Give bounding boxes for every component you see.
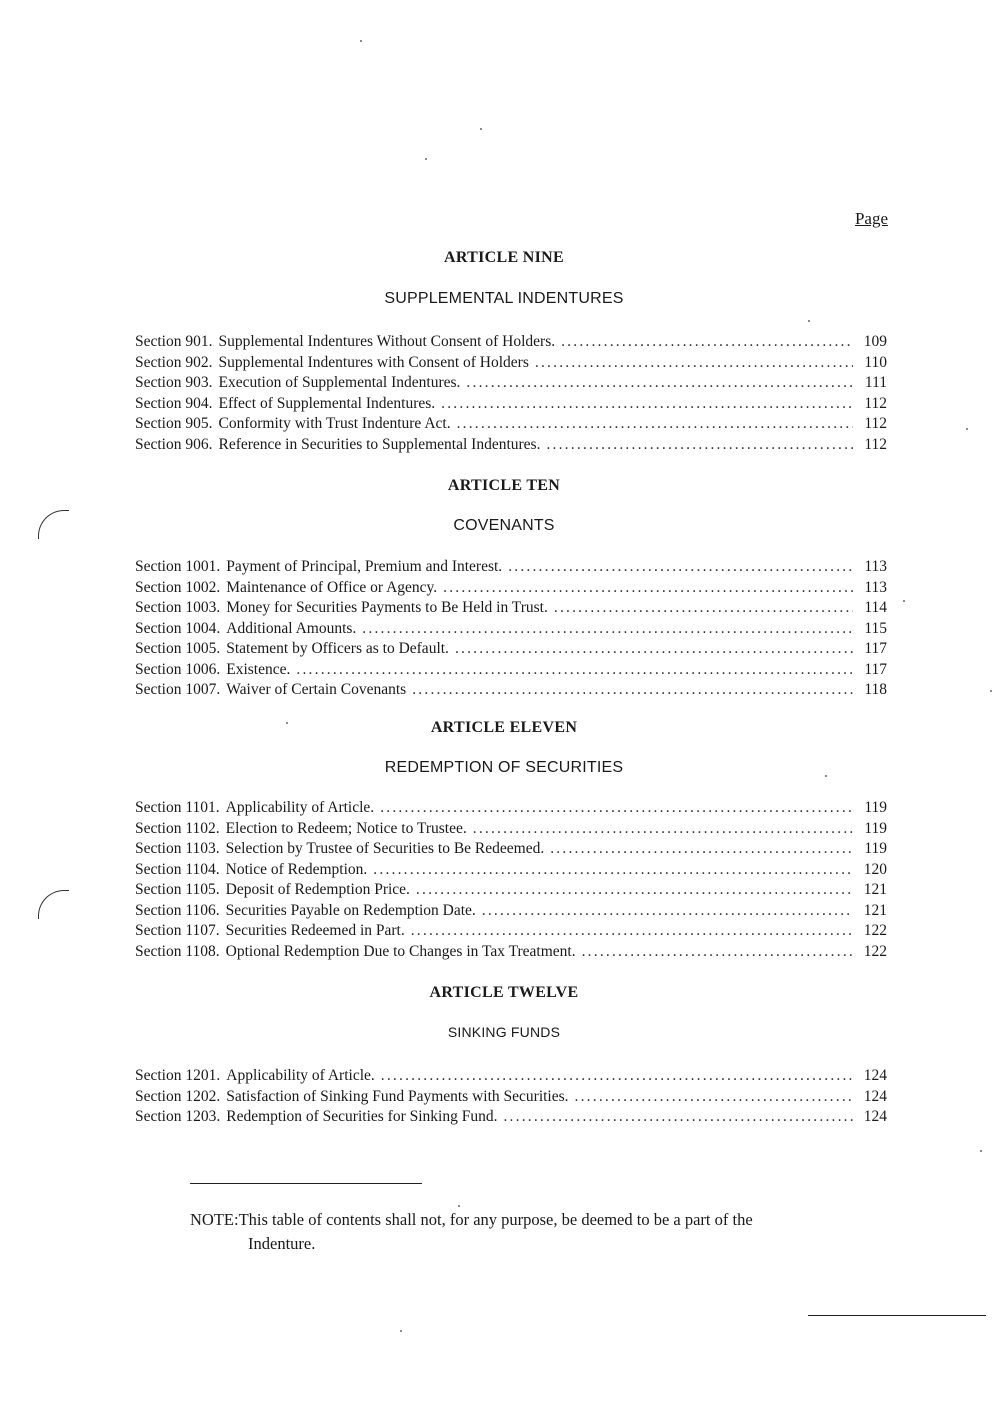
scan-speck	[825, 775, 827, 777]
section-title: Supplemental Indentures with Consent of Holders	[218, 353, 529, 371]
toc-entry	[135, 558, 887, 579]
toc-entry	[135, 599, 887, 620]
section-number: Section 1004.	[135, 619, 221, 637]
scan-speck	[360, 40, 362, 42]
page-number: 119	[864, 799, 887, 816]
page-number: 115	[864, 619, 887, 637]
toc-entry	[135, 799, 887, 820]
scan-speck	[903, 600, 905, 602]
page-column-label: Page	[854, 209, 888, 228]
section-title: Redemption of Securities for Sinking Fund.	[226, 1108, 498, 1125]
section-title: Securities Redeemed in Part.	[225, 922, 405, 939]
page-number: 112	[864, 415, 887, 432]
article-nine-sections	[135, 333, 887, 456]
section-number: Section 1202.	[135, 1087, 221, 1105]
section-title: Additional Amounts.	[226, 619, 357, 637]
section-title: Notice of Redemption.	[225, 860, 368, 878]
section-title: Effect of Supplemental Indentures.	[218, 394, 436, 412]
page-number: 121	[863, 881, 887, 898]
section-title: Selection by Trustee of Securities to Be Redeemed.	[225, 840, 545, 857]
article-twelve-title: ARTICLE TWELVE	[429, 984, 579, 1001]
section-number: Section 904.	[135, 394, 213, 412]
scan-speck	[400, 1330, 402, 1332]
toc-entry	[135, 374, 887, 395]
dot-leader	[473, 820, 853, 838]
toc-entry	[135, 354, 887, 375]
toc-entry	[135, 640, 887, 661]
toc-entry	[135, 902, 887, 923]
toc-entry	[135, 881, 887, 902]
section-number: Section 905.	[135, 415, 213, 432]
article-ten-subtitle: COVENANTS	[453, 517, 555, 534]
section-number: Section 1102.	[135, 819, 220, 837]
dot-leader	[296, 661, 853, 679]
page-number: 118	[864, 681, 887, 698]
page-number: 122	[863, 942, 887, 960]
scan-speck	[458, 1205, 460, 1207]
section-title: Securities Payable on Redemption Date.	[225, 901, 476, 919]
section-number: Section 1005.	[135, 640, 221, 657]
page-number: 110	[864, 353, 887, 371]
dot-leader	[546, 436, 853, 454]
article-twelve-subtitle: SINKING FUNDS	[447, 1024, 561, 1040]
section-number: Section 1007.	[135, 681, 221, 698]
dot-leader	[441, 395, 853, 413]
page-number: 119	[864, 819, 887, 837]
toc-entry	[135, 415, 887, 436]
page-number: 113	[864, 558, 887, 575]
section-number: Section 902.	[135, 353, 213, 371]
section-number: Section 1003.	[135, 599, 221, 616]
dot-leader	[373, 861, 853, 879]
toc-entry	[135, 922, 887, 943]
article-ten-sections	[135, 558, 887, 702]
toc-entry	[135, 436, 887, 457]
scan-speck	[980, 1150, 982, 1152]
dot-leader	[575, 1088, 853, 1106]
section-title: Election to Redeem; Notice to Trustee.	[225, 819, 467, 837]
note-line-2: Indenture.	[248, 1234, 316, 1253]
page-number: 120	[863, 860, 887, 878]
section-number: Section 1203.	[135, 1108, 221, 1125]
toc-entry	[135, 1088, 887, 1109]
note-line-1: NOTE:This table of contents shall not, for any purpose, be deemed to be a part of the	[190, 1210, 753, 1229]
page-number: 113	[864, 578, 887, 596]
section-title: Maintenance of Office or Agency.	[226, 578, 438, 596]
toc-entry	[135, 681, 887, 702]
section-number: Section 1001.	[135, 558, 221, 575]
page-number: 121	[863, 901, 887, 919]
article-nine-title: ARTICLE NINE	[444, 249, 564, 266]
section-title: Money for Securities Payments to Be Held in Trust.	[226, 599, 548, 616]
page-number: 124	[863, 1087, 887, 1105]
section-title: Execution of Supplemental Indentures.	[218, 374, 461, 391]
dot-leader	[561, 333, 853, 351]
toc-entry	[135, 620, 887, 641]
article-eleven-subtitle: REDEMPTION OF SECURITIES	[384, 759, 624, 776]
section-number: Section 1103.	[135, 840, 220, 857]
article-twelve-sections	[135, 1067, 887, 1129]
dot-leader	[508, 558, 853, 576]
dot-leader	[455, 640, 853, 658]
dot-leader	[482, 902, 853, 920]
dot-leader	[503, 1108, 853, 1126]
toc-entry	[135, 395, 887, 416]
section-number: Section 1006.	[135, 660, 221, 678]
section-title: Payment of Principal, Premium and Interest.	[226, 558, 503, 575]
toc-note	[190, 1208, 870, 1256]
article-ten-title: ARTICLE TEN	[447, 477, 561, 494]
page-number: 119	[864, 840, 887, 857]
section-number: Section 1002.	[135, 578, 221, 596]
scan-speck	[286, 722, 288, 724]
section-number: Section 903.	[135, 374, 213, 391]
article-eleven-sections	[135, 799, 887, 963]
scan-speck	[425, 158, 427, 160]
scan-hole-mark	[38, 890, 69, 919]
section-title: Existence.	[226, 660, 291, 678]
scan-speck	[480, 128, 482, 130]
section-title: Conformity with Trust Indenture Act.	[218, 415, 451, 432]
dot-leader	[554, 599, 853, 617]
dot-leader	[381, 1067, 853, 1085]
section-title: Optional Redemption Due to Changes in Tax Treatment.	[225, 942, 576, 960]
toc-entry	[135, 333, 887, 354]
section-number: Section 906.	[135, 435, 213, 453]
page-number: 112	[864, 435, 887, 453]
section-number: Section 1201.	[135, 1067, 221, 1084]
dot-leader	[362, 620, 853, 638]
dot-leader	[457, 415, 853, 433]
toc-entry	[135, 661, 887, 682]
section-number: Section 1105.	[135, 881, 220, 898]
page-number: 112	[864, 394, 887, 412]
section-title: Statement by Officers as to Default.	[226, 640, 449, 657]
toc-entry	[135, 943, 887, 964]
toc-entry	[135, 579, 887, 600]
section-number: Section 1107.	[135, 922, 220, 939]
scan-speck	[966, 428, 968, 430]
section-title: Deposit of Redemption Price.	[225, 881, 410, 898]
section-title: Supplemental Indentures Without Consent of Holders.	[218, 333, 556, 350]
scan-hole-mark	[38, 510, 69, 539]
dot-leader	[582, 943, 853, 961]
dot-leader	[412, 681, 853, 699]
dot-leader	[466, 374, 853, 392]
scan-speck	[990, 690, 992, 692]
page-number: 124	[863, 1108, 887, 1125]
page-number: 109	[863, 333, 887, 350]
scan-speck	[808, 320, 810, 322]
dot-leader	[416, 881, 853, 899]
toc-entry	[135, 861, 887, 882]
toc-entry	[135, 1108, 887, 1129]
section-title: Waiver of Certain Covenants	[226, 681, 407, 698]
section-number: Section 901.	[135, 333, 213, 350]
page-number: 117	[864, 640, 887, 657]
section-number: Section 1106.	[135, 901, 220, 919]
dot-leader	[535, 354, 853, 372]
article-nine-subtitle: SUPPLEMENTAL INDENTURES	[384, 290, 624, 307]
dot-leader	[411, 922, 853, 940]
toc-entry	[135, 820, 887, 841]
bottom-right-rule	[808, 1315, 986, 1316]
dot-leader	[550, 840, 853, 858]
page-number: 122	[863, 922, 887, 939]
toc-entry	[135, 840, 887, 861]
toc-entry	[135, 1067, 887, 1088]
section-title: Applicability of Article.	[225, 799, 375, 816]
footnote-rule	[190, 1183, 422, 1184]
section-title: Reference in Securities to Supplemental Indentures.	[218, 435, 541, 453]
section-title: Applicability of Article.	[226, 1067, 375, 1084]
page-number: 114	[864, 599, 887, 616]
page-number: 124	[863, 1067, 887, 1084]
section-number: Section 1108.	[135, 942, 220, 960]
dot-leader	[443, 579, 853, 597]
page-number: 111	[864, 374, 887, 391]
article-eleven-title: ARTICLE ELEVEN	[430, 719, 578, 736]
dot-leader	[380, 799, 853, 817]
section-number: Section 1101.	[135, 799, 220, 816]
section-title: Satisfaction of Sinking Fund Payments with Securities.	[226, 1087, 569, 1105]
page-number: 117	[864, 660, 887, 678]
section-number: Section 1104.	[135, 860, 220, 878]
